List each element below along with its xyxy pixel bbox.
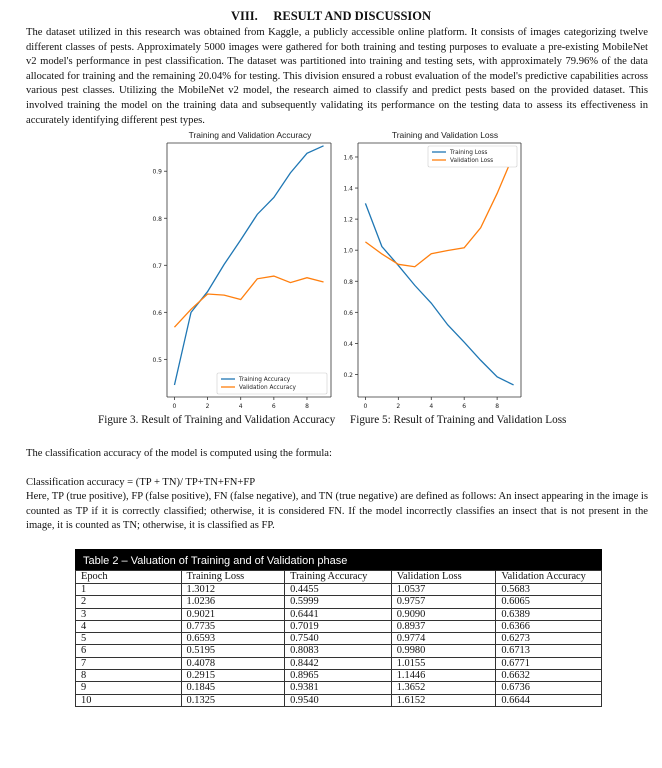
table-cell: 10 (76, 694, 182, 706)
table-cell: 0.9980 (391, 645, 496, 657)
table-cell: 1.3652 (391, 682, 496, 694)
table-cell: 0.8965 (285, 670, 392, 682)
y-tick-label: 0.4 (343, 340, 353, 348)
table-cell: 0.2915 (181, 670, 285, 682)
table-cell: 2 (76, 596, 182, 608)
y-tick-label: 0.6 (152, 309, 162, 317)
series-line-1 (174, 276, 323, 327)
table-cell: 1.0236 (181, 596, 285, 608)
table-row (76, 657, 602, 669)
table-cell: 1 (76, 584, 182, 596)
table-cell: 0.9090 (391, 608, 496, 620)
table-cell: 0.7735 (181, 620, 285, 632)
x-tick-label: 2 (396, 403, 401, 410)
table-cell: 0.6644 (496, 694, 602, 706)
table-cell: 0.8442 (285, 657, 392, 669)
loss-chart (335, 140, 525, 415)
table-cell: 6 (76, 645, 182, 657)
table-cell: 0.8083 (285, 645, 392, 657)
accuracy-chart (140, 140, 345, 415)
y-tick-label: 1.6 (343, 154, 353, 162)
x-tick-label: 0 (172, 403, 177, 410)
table-cell: 0.9021 (181, 608, 285, 620)
table-cell: 0.9757 (391, 596, 496, 608)
y-tick-label: 1.2 (343, 216, 353, 224)
col-training-accuracy: Training Accuracy (285, 571, 392, 584)
table-cell: 0.9381 (285, 682, 392, 694)
table-cell: 1.6152 (391, 694, 496, 706)
table-cell: 1.3012 (181, 584, 285, 596)
x-tick-label: 6 (271, 403, 276, 410)
table-row (76, 596, 602, 608)
legend-label: Validation Loss (450, 158, 494, 165)
col-validation-loss: Validation Loss (391, 571, 496, 584)
table-cell: 1.0537 (391, 584, 496, 596)
table-cell: 0.6441 (285, 608, 392, 620)
intro-paragraph: The dataset utilized in this research was obtained from Kaggle, a publicly accessible online platform. It consists of images categorizing twelve different classes of pests. Approximately 5000 images were gathered for both training and testing purposes to evaluate a pre-existing MobileNet v2 model's performance in pest classification. The dataset was partitioned into training and testing sets, with approximately 79.96% of the data allocated for training and the remaining 20.04% for testing. This division ensured a robust evaluation of the model's predictive capabilities across various pest classes. Utilizing the MobileNet v2 model, the research aimed to classify and predict pests based on the provided dataset. This involved training the model on the training data and subsequently validating its performance on the testing data to assess its effectiveness in accurately identifying different pest types. (26, 27, 648, 126)
table-cell: 0.6771 (496, 657, 602, 669)
table-cell: 1.1446 (391, 670, 496, 682)
legend-label: Validation Accuracy (239, 385, 296, 392)
accuracy-chart-title: Training and Validation Accuracy (188, 130, 312, 140)
col-training-loss: Training Loss (181, 571, 285, 584)
section-heading (0, 9, 662, 24)
table-cell: 4 (76, 620, 182, 632)
y-tick-label: 0.9 (152, 168, 162, 176)
results-table (75, 549, 602, 707)
table-cell: 0.6736 (496, 682, 602, 694)
table-cell: 0.4078 (181, 657, 285, 669)
table-cell: 0.6713 (496, 645, 602, 657)
y-tick-label: 0.7 (152, 262, 162, 270)
table-cell: 0.9774 (391, 633, 496, 645)
legend-label: Training Accuracy (239, 377, 291, 384)
table-cell: 7 (76, 657, 182, 669)
x-tick-label: 8 (495, 403, 500, 410)
figure-5-caption: Figure 5: Result of Training and Validation Loss (350, 414, 567, 426)
table-row (76, 584, 602, 596)
series-line-0 (174, 146, 323, 385)
table-cell: 0.5683 (496, 584, 602, 596)
table-cell: 0.9540 (285, 694, 392, 706)
table-row (76, 694, 602, 706)
y-tick-label: 0.6 (343, 309, 353, 317)
table-cell: 0.5195 (181, 645, 285, 657)
table-row (76, 645, 602, 657)
table-row (76, 682, 602, 694)
table-row (76, 633, 602, 645)
table-cell: 0.7019 (285, 620, 392, 632)
table-cell: 5 (76, 633, 182, 645)
y-tick-label: 0.8 (343, 278, 353, 286)
table-cell: 3 (76, 608, 182, 620)
table-cell: 0.4455 (285, 584, 392, 596)
col-validation-accuracy: Validation Accuracy (496, 571, 602, 584)
table-header-row (76, 571, 602, 584)
col-epoch: Epoch (76, 571, 182, 584)
table-cell: 0.1325 (181, 694, 285, 706)
table-cell: 0.6366 (496, 620, 602, 632)
table-cell: 1.0155 (391, 657, 496, 669)
table-cell: 0.6273 (496, 633, 602, 645)
y-tick-label: 0.5 (152, 356, 162, 364)
table-row (76, 620, 602, 632)
table-cell: 0.6389 (496, 608, 602, 620)
y-tick-label: 1.4 (343, 185, 353, 193)
table-cell: 9 (76, 682, 182, 694)
table-cell: 0.5999 (285, 596, 392, 608)
y-tick-label: 1.0 (343, 247, 353, 255)
section-title: RESULT AND DISCUSSION (273, 9, 432, 23)
definitions-paragraph: Here, TP (true positive), FP (false positive), FN (false negative), and TN (true negative) are defined as follows: An insect appearing in the image is counted as TP if it is correctly classified; otherwise, it is considered FN. If the model incorrectly classifies an insect that is not present in the image, it is counted as TN; otherwise, it is classified as FP. (26, 491, 648, 532)
table-cell: 0.6632 (496, 670, 602, 682)
table-cell: 0.6593 (181, 633, 285, 645)
formula-intro: The classification accuracy of the model is computed using the formula: (26, 448, 332, 459)
x-tick-label: 4 (238, 403, 243, 410)
section-number: VIII. (230, 9, 258, 23)
legend-label: Training Loss (450, 150, 488, 157)
table-cell: 0.8937 (391, 620, 496, 632)
x-tick-label: 0 (363, 403, 368, 410)
y-tick-label: 0.8 (152, 215, 162, 223)
x-tick-label: 8 (305, 403, 309, 410)
table-cell: 0.1845 (181, 682, 285, 694)
table-cell: 0.6065 (496, 596, 602, 608)
series-line-0 (365, 203, 513, 385)
table-cell: 0.7540 (285, 633, 392, 645)
x-tick-label: 6 (462, 403, 467, 410)
y-tick-label: 0.2 (343, 371, 353, 379)
x-tick-label: 4 (429, 403, 434, 410)
table-cell: 8 (76, 670, 182, 682)
series-line-1 (365, 155, 513, 267)
table-caption: Table 2 – Valuation of Training and of Validation phase (75, 549, 602, 570)
x-tick-label: 2 (205, 403, 210, 410)
loss-chart-title: Training and Validation Loss (391, 130, 499, 140)
formula: Classification accuracy = (TP + TN)/ TP+TN+FN+FP (26, 477, 256, 488)
figure-3-caption: Figure 3. Result of Training and Validation Accuracy (98, 414, 336, 426)
table-row (76, 670, 602, 682)
table-row (76, 608, 602, 620)
